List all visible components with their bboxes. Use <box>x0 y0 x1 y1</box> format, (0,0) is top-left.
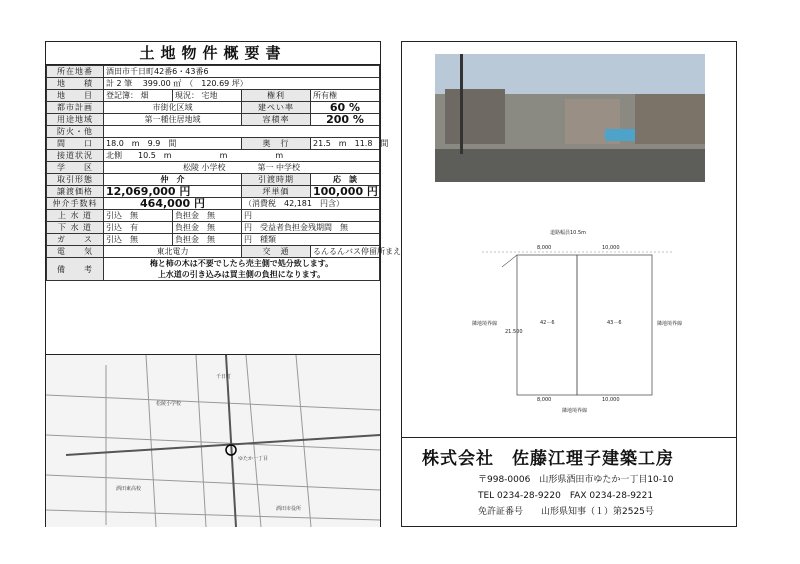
site-photo <box>435 54 705 182</box>
remarks-label: 備 考 <box>47 258 104 281</box>
handover-label: 引渡時期 <box>242 174 311 186</box>
table-row <box>47 138 380 150</box>
zoning-label: 用途地域 <box>47 114 104 126</box>
table-row <box>47 222 380 234</box>
transaction-value: 仲 介 <box>104 174 242 186</box>
sewer-b: 負担金 無 <box>173 222 242 234</box>
plan-border-label: 隣地境界線 <box>472 321 498 327</box>
lot-plan-drawing <box>462 217 692 417</box>
school-value: 松陵 小学校 第一 中学校 <box>104 162 380 174</box>
site-photo-drawing <box>435 54 705 182</box>
area-value: 計 2 筆 399.00 ㎡ （ 120.69 坪） <box>104 78 380 90</box>
city-plan-label: 都市計画 <box>47 102 104 114</box>
map-drawing <box>46 355 380 527</box>
zoning-value: 第一種住居地域 <box>104 114 242 126</box>
frontage-value: 18.0 m 9.9 間 <box>104 138 242 150</box>
fire-label: 防火・他 <box>47 126 104 138</box>
property-table <box>46 65 401 281</box>
transport-value: るんるんバス停留所まえ <box>311 246 380 258</box>
plan-dim-label: 10,000 <box>602 245 620 251</box>
electric-value: 東北電力 <box>104 246 242 258</box>
plan-lot-label: 42－6 <box>540 320 555 326</box>
plan-dim-label: 10,000 <box>602 397 620 403</box>
depth-label: 奥 行 <box>242 138 311 150</box>
plan-lot-label: 43－6 <box>607 320 622 326</box>
far-label: 容積率 <box>242 114 311 126</box>
rights-label: 権利 <box>242 90 311 102</box>
fee-tax: （消費税 42,181 円含） <box>242 198 380 210</box>
category-current: 現況： 宅地 <box>173 90 242 102</box>
plan-border-label: 隣地境界線 <box>562 408 588 414</box>
tsubo-value: 100,000 円 <box>311 186 380 198</box>
gas-c: 円 種類 <box>242 234 380 246</box>
school-label: 学 区 <box>47 162 104 174</box>
remarks-value: 梅と柿の木は不要でしたら売主側で処分致します。 上水道の引き込みは買主側の負担になります。 <box>104 258 380 281</box>
company-address: 〒998-0006 山形県酒田市ゆたか一丁目10-10 <box>478 475 674 485</box>
table-row <box>47 162 380 174</box>
rights-value: 所有権 <box>311 90 380 102</box>
table-row <box>47 234 380 246</box>
fire-value <box>104 126 380 138</box>
table-row <box>47 114 380 126</box>
company-name: 株式会社 佐藤江理子建築工房 <box>422 449 674 469</box>
table-row <box>47 210 380 222</box>
table-row <box>47 186 380 198</box>
table-row <box>47 90 380 102</box>
plan-dim-label: 21.500 <box>505 329 523 335</box>
category-registry: 登記簿： 畑 <box>104 90 173 102</box>
sewer-label: 下 水 道 <box>47 222 104 234</box>
map-label: 千日町 <box>216 374 232 380</box>
location-value: 酒田市千日町42番6・43番6 <box>104 66 380 78</box>
price-value: 12,069,000 円 <box>104 186 242 198</box>
table-row <box>47 246 380 258</box>
road-label: 接道状況 <box>47 150 104 162</box>
water-label: 上 水 道 <box>47 210 104 222</box>
table-row <box>47 126 380 138</box>
sheet-title: 土地物件概要書 <box>46 42 380 65</box>
map-label: 松陵小学校 <box>156 401 182 407</box>
photo-plan-sheet <box>401 41 737 527</box>
frontage-label: 間 口 <box>47 138 104 150</box>
sewer-c: 円 受益者負担金残期間 無 <box>242 222 380 234</box>
category-label: 地 目 <box>47 90 104 102</box>
far-value: 200 % <box>311 114 380 126</box>
bcr-value: 60 % <box>311 102 380 114</box>
table-row <box>47 102 380 114</box>
plan-dim-label: 8,000 <box>537 245 552 251</box>
plan-border-label: 隣地境界線 <box>657 321 683 327</box>
company-info <box>402 437 736 528</box>
table-row <box>47 174 380 186</box>
road-value: 北側 10.5 m m m <box>104 150 380 162</box>
water-a: 引込 無 <box>104 210 173 222</box>
company-license: 免許証番号 山形県知事（１）第2525号 <box>478 507 654 517</box>
map-label: ゆたか一丁目 <box>238 456 269 462</box>
sewer-a: 引込 有 <box>104 222 173 234</box>
water-c: 円 <box>242 210 380 222</box>
bcr-label: 建ぺい率 <box>242 102 311 114</box>
area-label: 地 積 <box>47 78 104 90</box>
depth-value: 21.5 m 11.8 間 <box>311 138 380 150</box>
location-label: 所在地番 <box>47 66 104 78</box>
gas-label: ガ ス <box>47 234 104 246</box>
table-row <box>47 150 380 162</box>
transaction-label: 取引形態 <box>47 174 104 186</box>
map-label: 酒田市役所 <box>276 506 302 512</box>
electric-label: 電 気 <box>47 246 104 258</box>
plan-dim-label: 8,000 <box>537 397 552 403</box>
map-label: 酒田東高校 <box>116 486 142 492</box>
water-b: 負担金 無 <box>173 210 242 222</box>
fee-value: 464,000 円 <box>104 198 242 210</box>
location-map <box>46 354 380 527</box>
gas-b: 負担金 無 <box>173 234 242 246</box>
fee-label: 仲介手数料 <box>47 198 104 210</box>
price-label: 譲渡価格 <box>47 186 104 198</box>
transport-label: 交 通 <box>242 246 311 258</box>
plan-road-label: 道路幅員10.5m <box>550 230 587 236</box>
company-phone: TEL 0234-28-9220 FAX 0234-28-9221 <box>478 491 654 501</box>
table-row <box>47 66 380 78</box>
city-plan-value: 市街化区域 <box>104 102 242 114</box>
table-row <box>47 198 380 210</box>
gas-a: 引込 無 <box>104 234 173 246</box>
table-row <box>47 258 380 281</box>
lot-plan <box>462 217 692 417</box>
table-row <box>47 78 380 90</box>
property-sheet <box>45 41 401 527</box>
handover-value: 応 談 <box>311 174 380 186</box>
tsubo-label: 坪単価 <box>242 186 311 198</box>
